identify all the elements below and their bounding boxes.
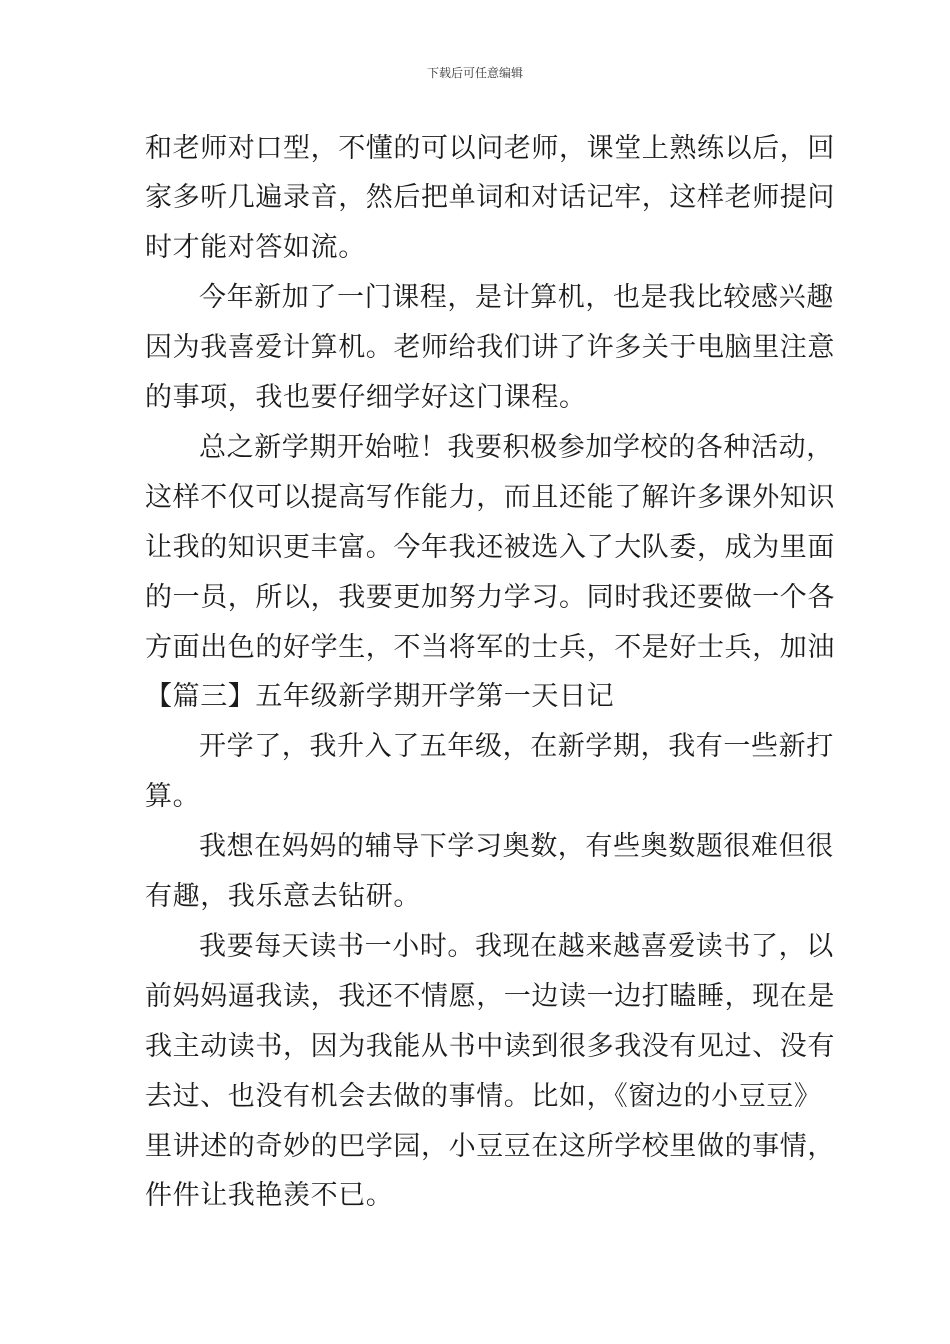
text-line: 的一员，所以，我要更加努力学习。同时我还要做一个各 — [145, 582, 835, 613]
page-header: 下载后可任意编辑 — [426, 66, 523, 80]
text-line: 的事项，我也要仔细学好这门课程。 — [145, 382, 587, 413]
text-line: 去过、也没有机会去做的事情。比如，《窗边的小豆豆》 — [145, 1081, 822, 1112]
paragraph-first-line: 我要每天读书一小时。我现在越来越喜爱读书了，以 — [199, 931, 834, 962]
text-line: 家多听几遍录音，然后把单词和对话记牢，这样老师提问 — [145, 182, 835, 213]
text-line: 有趣，我乐意去钻研。 — [145, 881, 421, 912]
text-line: 算。 — [145, 781, 201, 812]
paragraph-first-line: 总之新学期开始啦！我要积极参加学校的各种活动， — [199, 432, 834, 463]
text-line: 让我的知识更丰富。今年我还被选入了大队委，成为里面 — [145, 532, 835, 563]
text-line: 件件让我艳羡不已。 — [145, 1180, 394, 1211]
paragraph-first-line: 今年新加了一门课程，是计算机，也是我比较感兴趣 — [199, 282, 834, 313]
text-line: 和老师对口型，不懂的可以问老师，课堂上熟练以后，回 — [145, 133, 835, 164]
text-line: 前妈妈逼我读，我还不情愿，一边读一边打瞌睡，现在是 — [145, 981, 835, 1012]
text-line: 因为我喜爱计算机。老师给我们讲了许多关于电脑里注意 — [145, 332, 835, 363]
paragraph-first-line: 我想在妈妈的辅导下学习奥数，有些奥数题很难但很 — [199, 831, 834, 862]
text-line: 里讲述的奇妙的巴学园，小豆豆在这所学校里做的事情， — [145, 1131, 835, 1162]
text-line: 时才能对答如流。 — [145, 232, 366, 263]
text-line: 这样不仅可以提高写作能力，而且还能了解许多课外知识 — [145, 482, 835, 513]
text-line: 我主动读书，因为我能从书中读到很多我没有见过、没有 — [145, 1031, 835, 1062]
section-heading: 【篇三】五年级新学期开学第一天日记 — [145, 681, 615, 712]
text-line: 方面出色的好学生，不当将军的士兵，不是好士兵，加油 — [145, 632, 835, 663]
paragraph-first-line: 开学了，我升入了五年级，在新学期，我有一些新打 — [199, 731, 834, 762]
